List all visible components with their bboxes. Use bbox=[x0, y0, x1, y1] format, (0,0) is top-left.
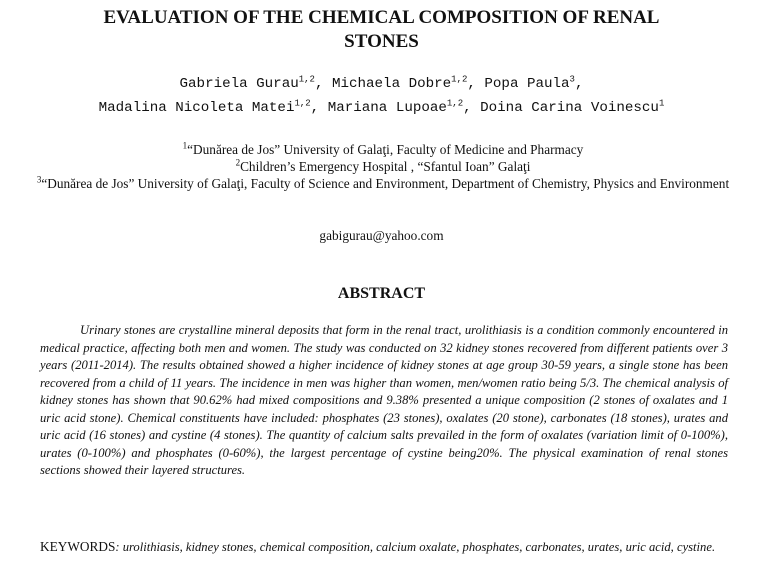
author-affiliation-mark: 3 bbox=[569, 74, 575, 85]
paper-title bbox=[0, 6, 763, 54]
author-line-2 bbox=[0, 96, 763, 120]
title-line-2: STONES bbox=[344, 31, 419, 52]
keywords-text: : urolithiasis, kidney stones, chemical composition, calcium oxalate, phosphates, carbonates, urates, uric acid, cystine. bbox=[115, 540, 716, 554]
author-name: Popa Paula bbox=[484, 76, 570, 92]
author-separator: , bbox=[314, 76, 332, 92]
affiliation-number: 3 bbox=[36, 174, 42, 185]
author-affiliation-mark: 1 bbox=[658, 98, 665, 109]
keywords-label: KEYWORDS bbox=[40, 539, 116, 554]
affiliation-number: 2 bbox=[235, 157, 241, 168]
author-separator: , bbox=[463, 100, 481, 116]
affiliation-text: “Dunărea de Jos” University of Galaţi, Faculty of Science and Environment, Department of Chemistry, Physics and Environment bbox=[41, 176, 730, 191]
author-list bbox=[0, 72, 763, 120]
affiliation-text: Children’s Emergency Hospital , “Sfantul Ioan” Galaţi bbox=[240, 159, 531, 174]
author-name: Doina Carina Voinescu bbox=[480, 100, 659, 116]
abstract-text: Urinary stones are crystalline mineral deposits that form in the renal tract, urolithiasis is a condition commonly encountered in medical practice, affecting both men and women. The study was conducted on 32 kidney stones recovered from different patients over 3 years (2011-2014). The results obtained showed a higher incidence of kidney stones at age group 30-59 years, a single stone has been recovered from a child of 11 years. The incidence in men was higher than women, men/women ratio being 5/3. The chemical analysis of kidney stones has shown that 90.62% had mixed compositions and 9.38% presented a unique composition (2 stones of oxalates and 1 uric acid stone). Chemical constituents have included: phosphates (23 stones), oxalates (20 stone), carbonates (18 stones), urates and uric acid (16 stones) and cystine (4 stones). The quantity of calcium salts prevailed in the form of oxalates (variation limit of 0-100%), urates (0-100%) and phosphates (0-60%), the largest percentage of cystine being20%. The physical examination of renal stones sections showed their layered structures. bbox=[40, 323, 728, 477]
author-name: Gabriela Gurau bbox=[179, 76, 299, 92]
author-name: Michaela Dobre bbox=[331, 76, 452, 92]
contact-email: gabigurau@yahoo.com bbox=[319, 228, 444, 243]
affiliation-3 bbox=[30, 174, 736, 193]
author-separator: , bbox=[467, 76, 485, 92]
author-separator: , bbox=[574, 76, 584, 92]
affiliation-number: 1 bbox=[182, 140, 188, 151]
author-separator: , bbox=[310, 100, 328, 116]
author-name: Madalina Nicoleta Matei bbox=[98, 100, 295, 116]
title-line-1: EVALUATION OF THE CHEMICAL COMPOSITION OF RENAL bbox=[103, 7, 660, 28]
affiliation-text: “Dunărea de Jos” University of Galaţi, Faculty of Medicine and Pharmacy bbox=[187, 142, 584, 157]
author-affiliation-mark: 1,2 bbox=[298, 74, 315, 85]
author-affiliation-mark: 1,2 bbox=[451, 74, 468, 85]
author-line-1 bbox=[0, 72, 763, 96]
author-affiliation-mark: 1,2 bbox=[446, 98, 464, 109]
keywords-section bbox=[40, 538, 728, 557]
author-affiliation-mark: 1,2 bbox=[294, 98, 311, 109]
author-name: Mariana Lupoae bbox=[327, 100, 447, 116]
abstract-heading: ABSTRACT bbox=[337, 285, 426, 302]
